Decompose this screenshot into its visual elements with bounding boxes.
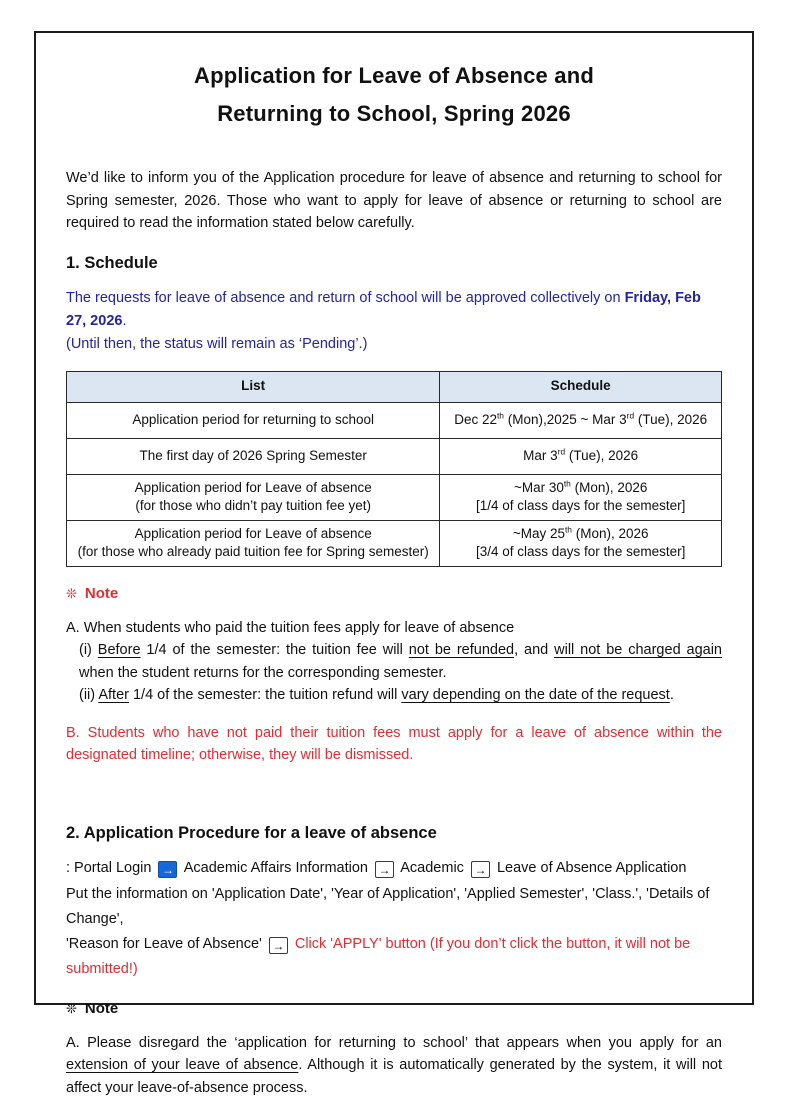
schedule-table-cell: ~Mar 30th (Mon), 2026 [1/4 of class days for the semester] <box>440 474 722 520</box>
schedule-table-cell: Application period for returning to school <box>67 402 440 438</box>
note1-item-a-i: (i) Before 1/4 of the semester: the tuition fee will not be refunded, and will not be charged again when the student returns for the corresponding semester. <box>79 639 722 684</box>
schedule-table <box>66 371 722 567</box>
schedule-table-header-cell: Schedule <box>440 371 722 402</box>
note-marker-icon: ❊ <box>66 586 77 601</box>
schedule-table-cell: Application period for Leave of absence (for those who already paid tuition fee for Spring semester) <box>67 520 440 566</box>
procedure-path: : Portal Login → Academic Affairs Information → Academic → Leave of Absence Application <box>66 856 722 881</box>
schedule-table-row <box>67 402 722 438</box>
procedure-instructions: Put the information on 'Application Date', 'Year of Application', 'Applied Semester', 'Class.', 'Details of Change', 'Reason for Leave of Absence' → Click 'APPLY' button (If you don’t click the button, it will not be submitted!) <box>66 882 722 982</box>
schedule-table-head-row <box>67 371 722 402</box>
schedule-section-heading: 1. Schedule <box>66 254 722 273</box>
document-title-line2: Returning to School, Spring 2026 <box>66 95 722 133</box>
document-page <box>34 31 754 1005</box>
procedure-section-heading: 2. Application Procedure for a leave of absence <box>66 824 722 843</box>
schedule-table-body <box>67 402 722 566</box>
intro-paragraph: We’d like to inform you of the Application procedure for leave of absence and returning to school for Spring semester, 2026. Those who want to apply for leave of absence or returning to school are required to read the information stated below carefully. <box>66 167 722 235</box>
note-heading-red <box>66 585 722 602</box>
note-label: Note <box>85 585 118 602</box>
schedule-table-row <box>67 520 722 566</box>
note-label: Note <box>85 1000 118 1017</box>
document-title-line1: Application for Leave of Absence and <box>66 57 722 95</box>
schedule-table-cell: The first day of 2026 Spring Semester <box>67 438 440 474</box>
arrow-step-icon: → <box>471 861 490 878</box>
schedule-table-cell: ~May 25th (Mon), 2026 [3/4 of class days for the semester] <box>440 520 722 566</box>
schedule-table-header-cell: List <box>67 371 440 402</box>
arrow-step-icon: → <box>375 861 394 878</box>
schedule-table-cell: Application period for Leave of absence (for those who didn’t pay tuition fee yet) <box>67 474 440 520</box>
note1-item-a-ii: (ii) After 1/4 of the semester: the tuition refund will vary depending on the date of the request. <box>79 684 722 707</box>
approval-notice: The requests for leave of absence and return of school will be approved collectively on Friday, Feb 27, 2026. (Until then, the status will remain as ‘Pending’.) <box>66 287 722 356</box>
schedule-table-row <box>67 474 722 520</box>
note2-item-a: A. Please disregard the ‘application for returning to school’ that appears when you apply for an extension of your leave of absence. Although it is automatically generated by the system, it will not affect your leave-of-absence process. <box>66 1032 722 1099</box>
schedule-table-cell: Mar 3rd (Tue), 2026 <box>440 438 722 474</box>
section-spacer <box>66 767 722 805</box>
document-title <box>66 57 722 133</box>
schedule-table-row <box>67 438 722 474</box>
note1-item-b: B. Students who have not paid their tuition fees must apply for a leave of absence within the designated timeline; otherwise, they will be dismissed. <box>66 722 722 767</box>
note-marker-icon: ❊ <box>66 1001 77 1016</box>
arrow-step-icon: → <box>269 937 288 954</box>
arrow-step-icon: → <box>158 861 177 878</box>
note1-item-a-details <box>66 639 722 707</box>
note-heading-black <box>66 1000 722 1017</box>
schedule-table-cell: Dec 22th (Mon),2025 ~ Mar 3rd (Tue), 2026 <box>440 402 722 438</box>
note1-item-a: A. When students who paid the tuition fees apply for leave of absence <box>66 617 722 640</box>
